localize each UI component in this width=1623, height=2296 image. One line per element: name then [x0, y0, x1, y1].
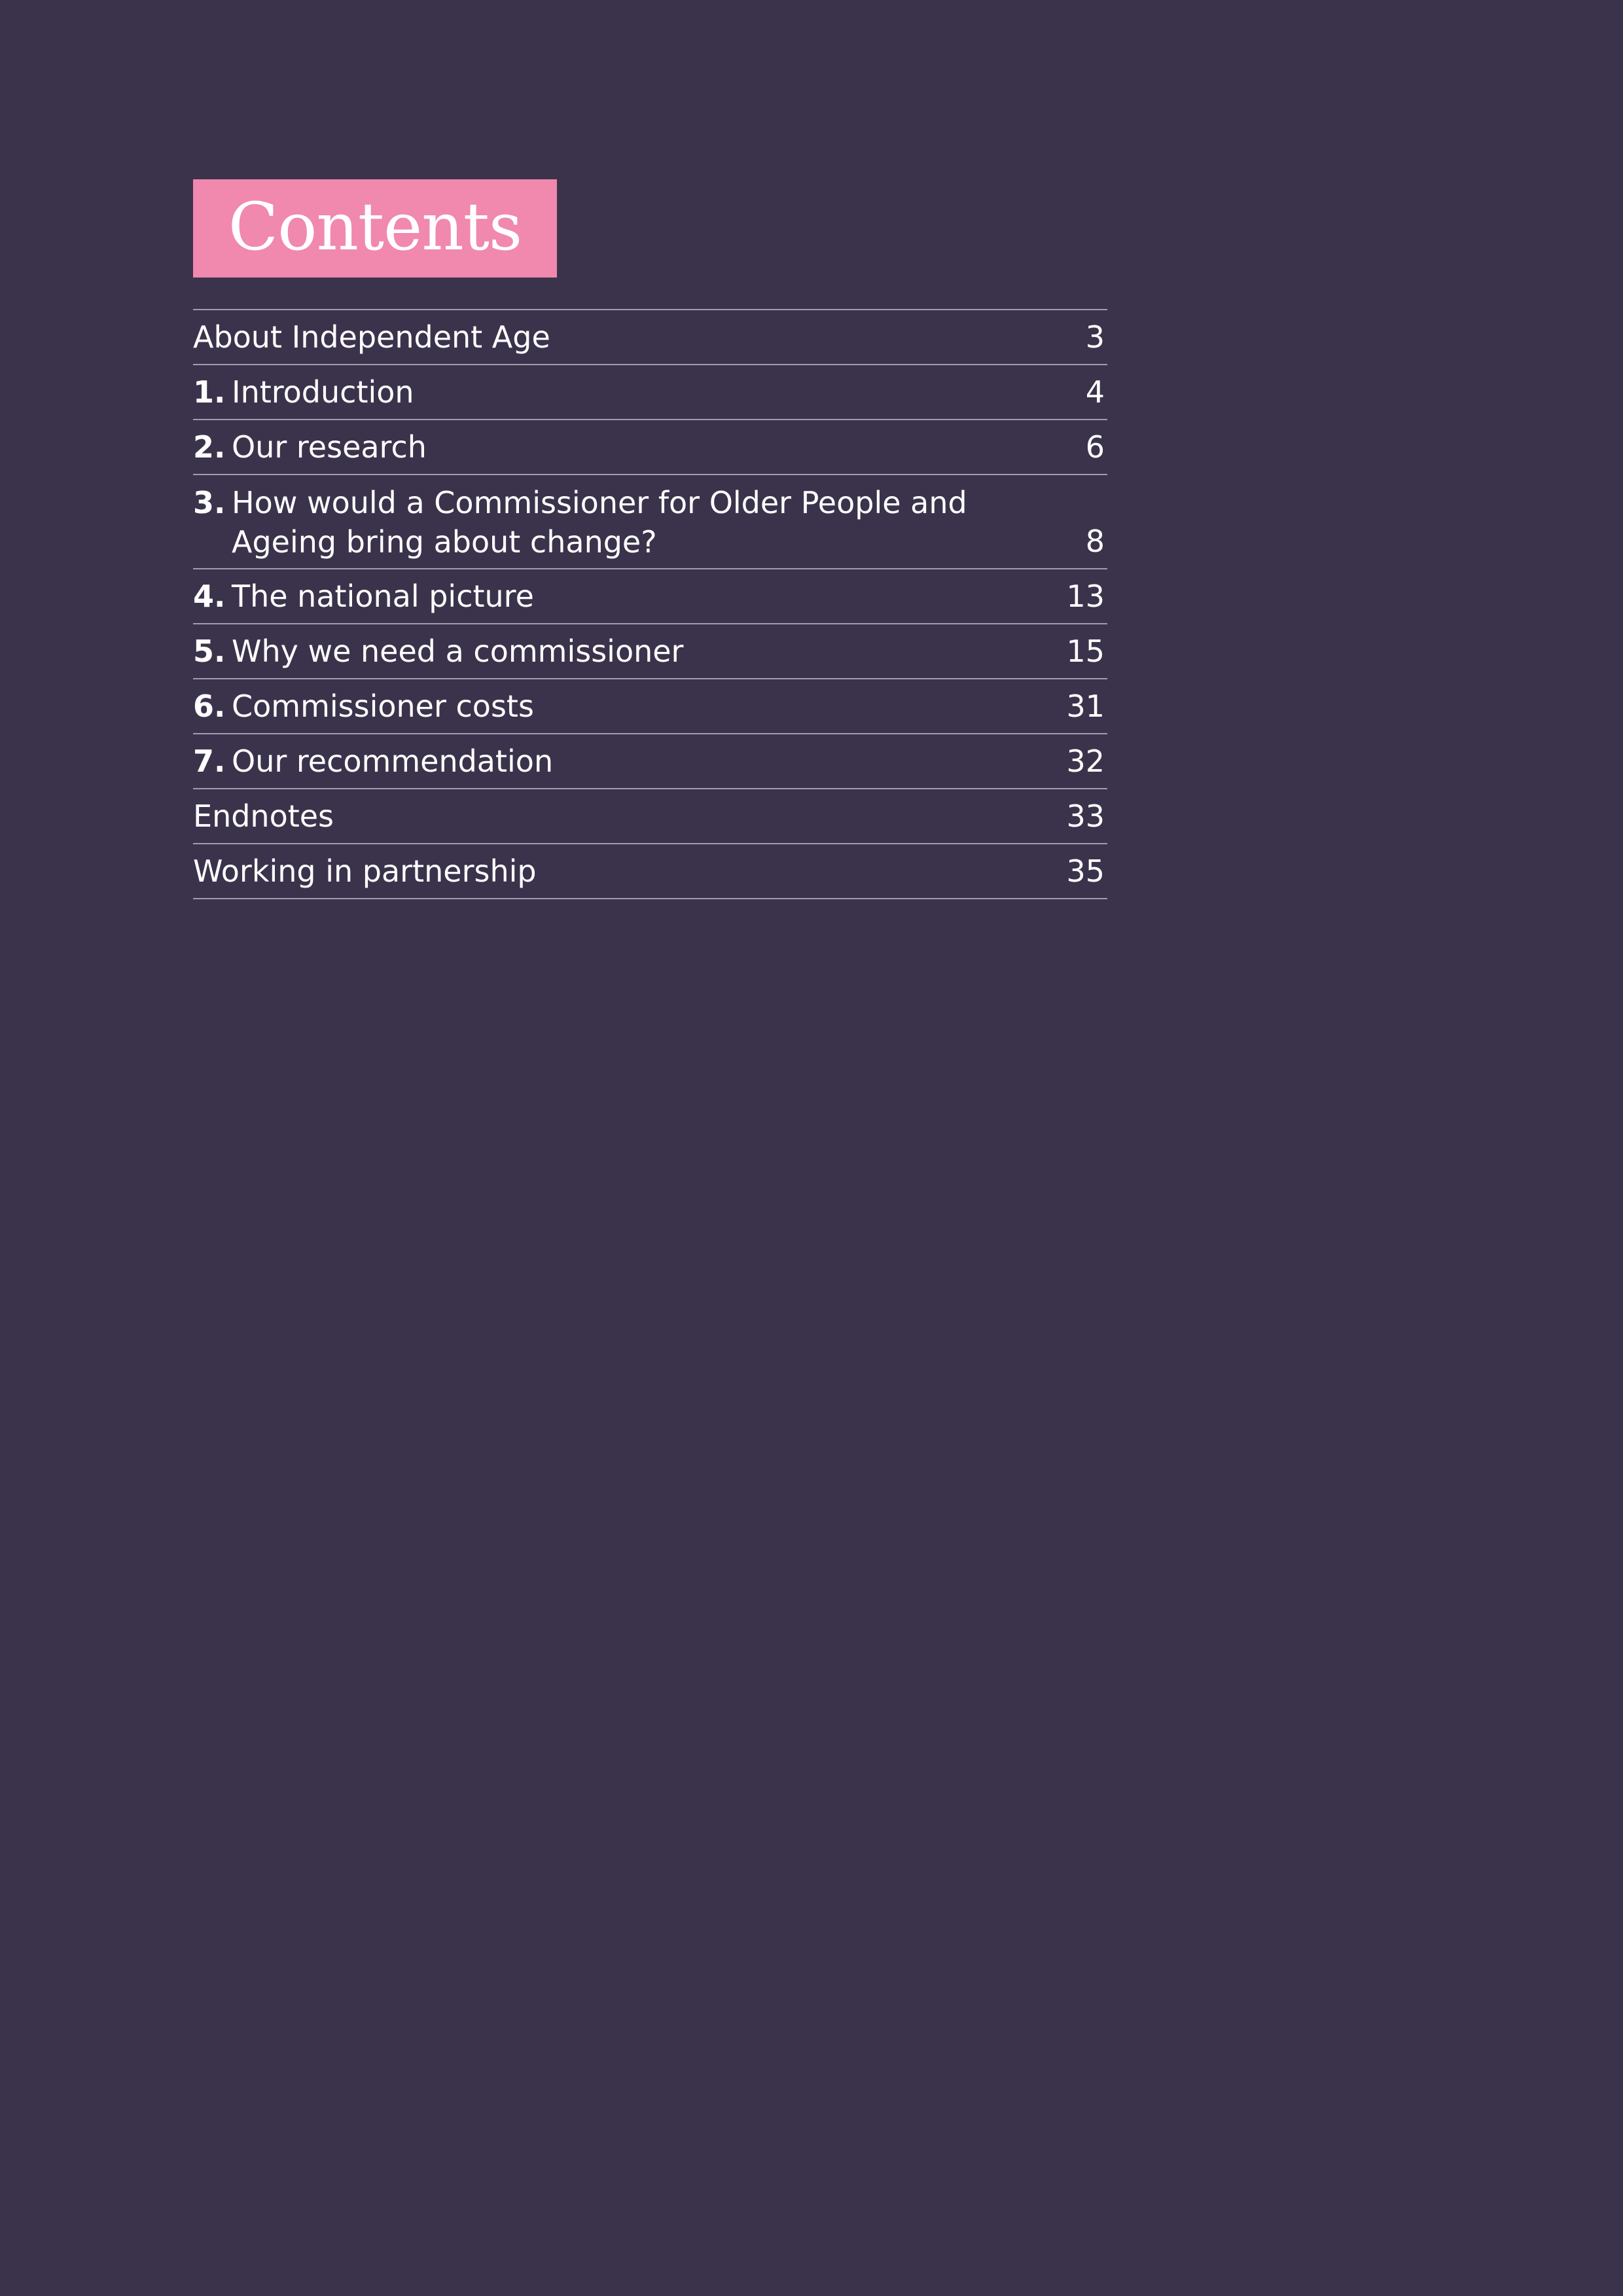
page-title: Contents: [228, 188, 522, 265]
toc-entry-number: 7.: [193, 744, 226, 779]
toc-entry-commissioner-costs[interactable]: [193, 679, 1107, 734]
toc-entry-introduction[interactable]: [193, 365, 1107, 420]
toc-entry-number: 3.: [193, 485, 226, 520]
toc-entry-label: Our recommendation: [232, 744, 554, 779]
toc-entry-our-research[interactable]: [193, 420, 1107, 475]
toc-entry-page: 32: [1066, 744, 1105, 779]
toc-entry-recommendation[interactable]: [193, 734, 1107, 789]
toc-entry-label: Working in partnership: [193, 853, 537, 889]
table-of-contents: [193, 309, 1107, 899]
toc-entry-national-picture[interactable]: [193, 569, 1107, 624]
toc-entry-page: 4: [1085, 374, 1105, 410]
toc-entry-why-commissioner[interactable]: [193, 624, 1107, 679]
toc-entry-page: 6: [1085, 429, 1105, 465]
toc-entry-page: 33: [1066, 798, 1105, 834]
toc-entry-page: 15: [1066, 634, 1105, 669]
toc-entry-number: 5.: [193, 634, 226, 669]
toc-entry-number: 4.: [193, 579, 226, 614]
toc-entry-bring-about-change[interactable]: [193, 475, 1107, 569]
toc-entry-label: How would a Commissioner for Older People and Ageing bring about change?: [232, 485, 967, 560]
toc-entry-number: 6.: [193, 689, 226, 724]
toc-entry-about[interactable]: [193, 310, 1107, 365]
toc-entry-page: 8: [1085, 524, 1105, 559]
toc-entry-page: 13: [1066, 579, 1105, 614]
toc-entry-endnotes[interactable]: [193, 789, 1107, 844]
toc-entry-number: 2.: [193, 429, 226, 465]
toc-entry-label: Commissioner costs: [232, 689, 534, 724]
toc-entry-page: 3: [1085, 319, 1105, 355]
toc-entry-number: 1.: [193, 374, 226, 410]
toc-entry-label: Introduction: [232, 374, 414, 410]
toc-entry-page: 35: [1066, 853, 1105, 889]
toc-entry-page: 31: [1066, 689, 1105, 724]
toc-entry-label: Why we need a commissioner: [232, 634, 684, 669]
toc-entry-label: Our research: [232, 429, 427, 465]
toc-entry-label: About Independent Age: [193, 319, 550, 355]
toc-entry-label: Endnotes: [193, 798, 334, 834]
contents-title-box: [193, 179, 557, 278]
toc-entry-label: The national picture: [232, 579, 534, 614]
toc-entry-working-in-partnership[interactable]: [193, 844, 1107, 899]
